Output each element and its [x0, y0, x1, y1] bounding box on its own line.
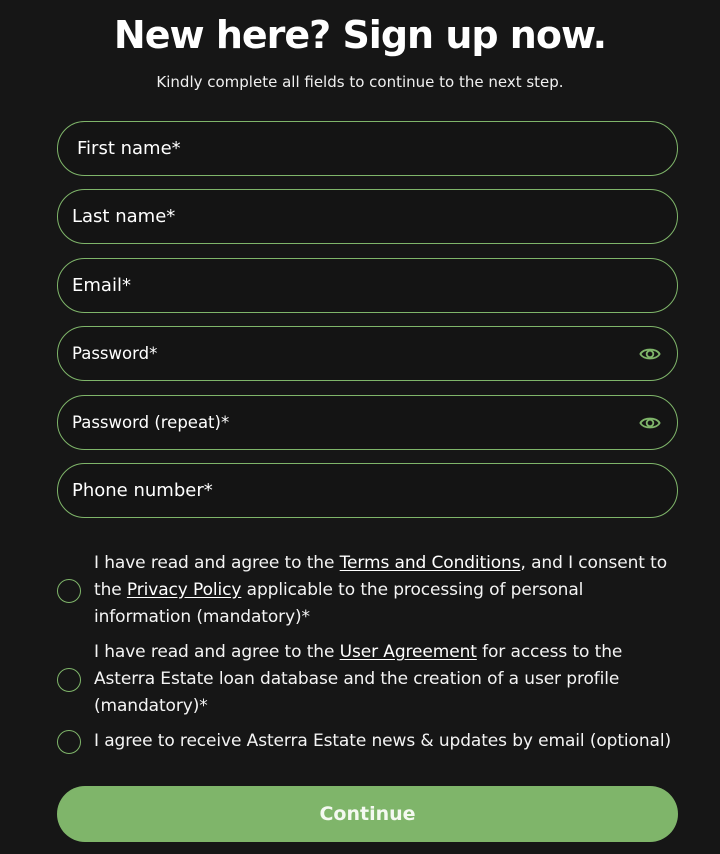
privacy-policy-link[interactable]: Privacy Policy [126, 580, 242, 600]
terms-consent-label [94, 550, 684, 631]
password-repeat-field[interactable] [57, 395, 678, 450]
terms-consent-text-3: applicable to the processing of personal information (mandatory)* [94, 580, 584, 627]
user-agreement-consent-checkbox[interactable] [57, 668, 81, 692]
last-name-field[interactable] [57, 189, 678, 244]
email-field[interactable] [57, 258, 678, 313]
eye-icon[interactable] [639, 344, 661, 364]
page-subtitle: Kindly complete all fields to continue to the next step. [156, 73, 564, 91]
terms-consent-checkbox[interactable] [57, 579, 81, 603]
last-name-input[interactable] [58, 190, 677, 243]
user-agreement-text-1: I have read and agree to the [94, 642, 340, 662]
first-name-field[interactable] [57, 121, 678, 176]
user-agreement-consent-label [94, 639, 684, 720]
user-agreement-text-2: for access to the Asterra Estate loan database and the creation of a user profile (mandatory)* [94, 642, 623, 716]
newsletter-consent-label: I agree to receive Asterra Estate news & updates by email (optional) [94, 731, 672, 751]
email-input[interactable] [58, 259, 677, 312]
terms-consent-text-1: I have read and agree to the [94, 553, 340, 573]
terms-and-conditions-link[interactable]: Terms and Conditions [339, 553, 521, 573]
password-input[interactable] [58, 327, 677, 380]
first-name-input[interactable] [58, 122, 677, 175]
phone-field[interactable] [57, 463, 678, 518]
terms-consent-text-2: , and I consent to the [94, 553, 668, 600]
newsletter-consent-checkbox[interactable] [57, 730, 81, 754]
password-repeat-input[interactable] [58, 396, 677, 449]
phone-input[interactable] [58, 464, 677, 517]
user-agreement-consent-row [57, 638, 677, 722]
user-agreement-link[interactable]: User Agreement [339, 642, 477, 662]
newsletter-consent-row [57, 728, 677, 758]
continue-button[interactable]: Continue [57, 786, 678, 842]
eye-icon[interactable] [639, 413, 661, 433]
page-title: New here? Sign up now. [113, 13, 607, 57]
password-field[interactable] [57, 326, 678, 381]
terms-consent-row [57, 549, 677, 633]
